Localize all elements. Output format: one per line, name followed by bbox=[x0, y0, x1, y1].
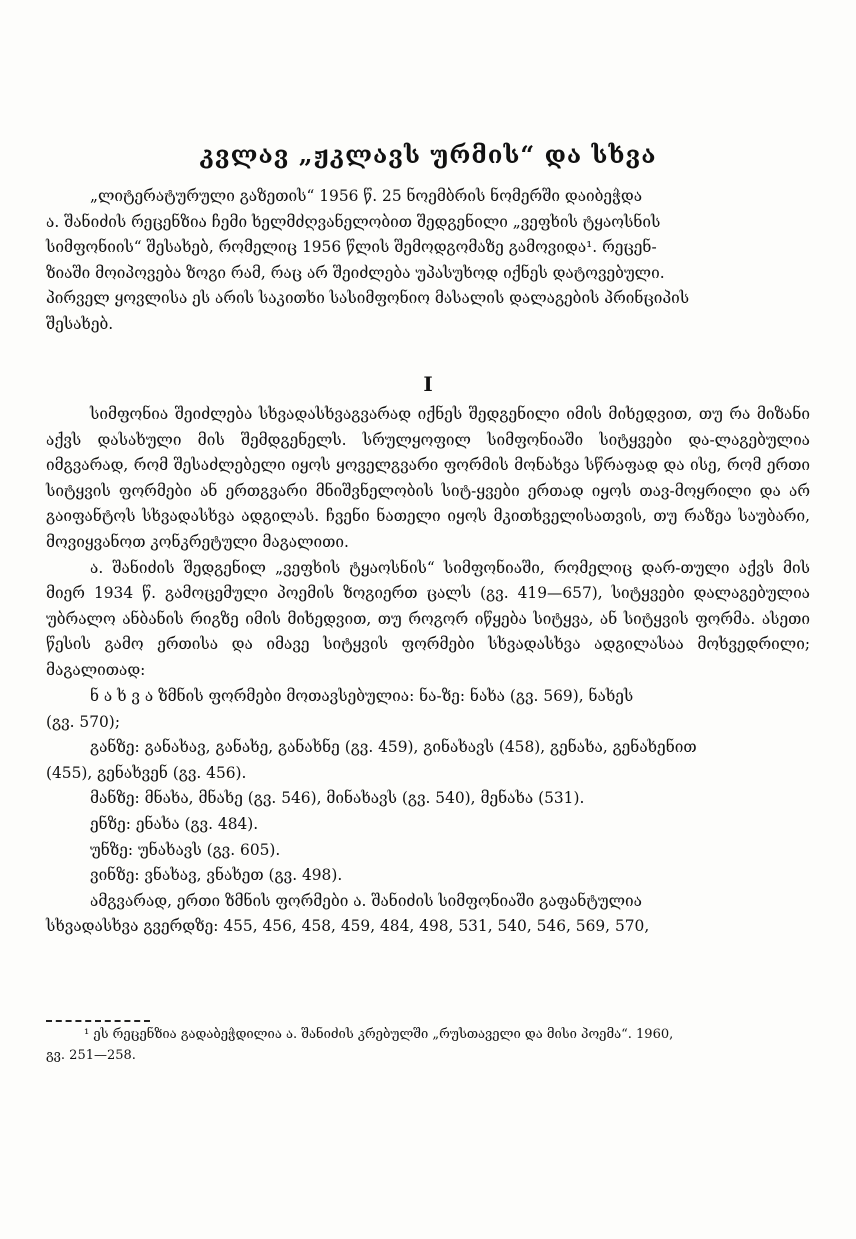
intro-line: ა. შანიძის რეცენზია ჩემი ხელმძღვანელობით შედგენილი „ვეფხის ტყაოსნის bbox=[46, 212, 661, 231]
page-title: კვლავ „ჟკლავს ურმის“ და სხვა bbox=[199, 140, 657, 169]
intro-line: პირველ ყოვლისა ეს არის საკითხი სასიმფონიო მასალის დალაგების პრინციპის bbox=[46, 289, 690, 308]
forms-line: (455), გენახვენ (გვ. 456). bbox=[46, 763, 247, 782]
footnote-line: ¹ ეს რეცენზია გადაბეჭდილია ა. შანიძის კრებულში „რუსთაველი და მისი პოემა“. 1960, bbox=[84, 1027, 674, 1042]
intro-line: შესახებ. bbox=[46, 314, 114, 333]
forms-line: მანზე: მნახა, მნახე (გვ. 546), მინახავს (გვ. 540), მენახა (531). bbox=[90, 789, 585, 808]
body-text bbox=[46, 402, 810, 684]
paragraph-2: ა. შანიძის შედგენილ „ვეფხის ტყაოსნის“ სიმფონიაში, რომელიც დარ-თული აქვს მის მიერ 1934 წ. გამოცემული პოემის ზოგიერთ ცალს (გვ. 419—657), სიტყვები დალაგებულია უბრალო ანბანის რიგზე იმის მიხედვით, თუ როგორ იწყება სიტყვა, ან სიტყვის ფორმა. ასეთი წესის გამო ერთისა და იმავე სიტყვის ფორმები სხვადასხვა ადგილასაა მოხვედრილი; მაგალითად: bbox=[46, 558, 810, 679]
footnote bbox=[46, 1024, 810, 1066]
forms-line: ამგვარად, ერთი ზმნის ფორმები ა. შანიძის სიმფონიაში გაფანტულია bbox=[90, 891, 642, 910]
forms-line: ნ ა ხ ვ ა ზმნის ფორმები მოთავსებულია: ნა-ზე: ნახა (გვ. 569), ნახეს bbox=[90, 687, 634, 705]
intro-paragraph bbox=[46, 184, 810, 338]
intro-line: „ლიტერატურული გაზეთის“ 1956 წ. 25 ნოემბრის ნომერში დაიბეჭდა bbox=[90, 187, 643, 205]
verb-forms-list bbox=[46, 684, 810, 940]
section-number: I bbox=[423, 372, 433, 396]
forms-line: სხვადასხვა გვერდზე: 455, 456, 458, 459, 484, 498, 531, 540, 546, 569, 570, bbox=[46, 917, 650, 936]
forms-line: ენზე: ენახა (გვ. 484). bbox=[90, 814, 259, 833]
forms-line: (გვ. 570); bbox=[46, 712, 120, 731]
footnote-line: გვ. 251—258. bbox=[46, 1048, 136, 1063]
forms-line: ვინზე: ვნახავ, ვნახეთ (გვ. 498). bbox=[90, 866, 343, 885]
forms-line: განზე: განახავ, განახე, განახნე (გვ. 459), გინახავს (458), გენახა, გენახენით bbox=[90, 738, 697, 757]
intro-line: ზიაში მოიპოვება ზოგი რამ, რაც არ შეიძლება უპასუხოდ იქნეს დატოვებული. bbox=[46, 263, 665, 282]
forms-line: უნზე: უნახავს (გვ. 605). bbox=[90, 840, 281, 859]
paragraph-1: სიმფონია შეიძლება სხვადასხვაგვარად იქნეს შედგენილი იმის მიხედვით, თუ რა მიზანი აქვს დასახული მის შემდგენელს. სრულყოფილ სიმფონიაში სიტყვები და-ლაგებულია იმგვარად, რომ შესაძლებელი იყოს ყოველგვარი ფორმის მონახვა სწრაფად და ისე, რომ ერთი სიტყვის ფორმები ან ერთგვარი მნიშვნელობის სიტ-ყვები ერთად იყოს თავ-მოყრილი და არ გაიფანტოს სხვადასხვა ადგილას. ჩვენი ნათელი იყოს მკითხველისათვის, თუ რაზეა საუბარი, მოვიყვანოთ კონკრეტული მაგალითი. bbox=[46, 405, 810, 551]
intro-line: სიმფონიის“ შესახებ, რომელიც 1956 წლის შემოდგომაზე გამოვიდა¹. რეცენ- bbox=[46, 238, 657, 257]
footnote-separator bbox=[46, 1020, 150, 1022]
